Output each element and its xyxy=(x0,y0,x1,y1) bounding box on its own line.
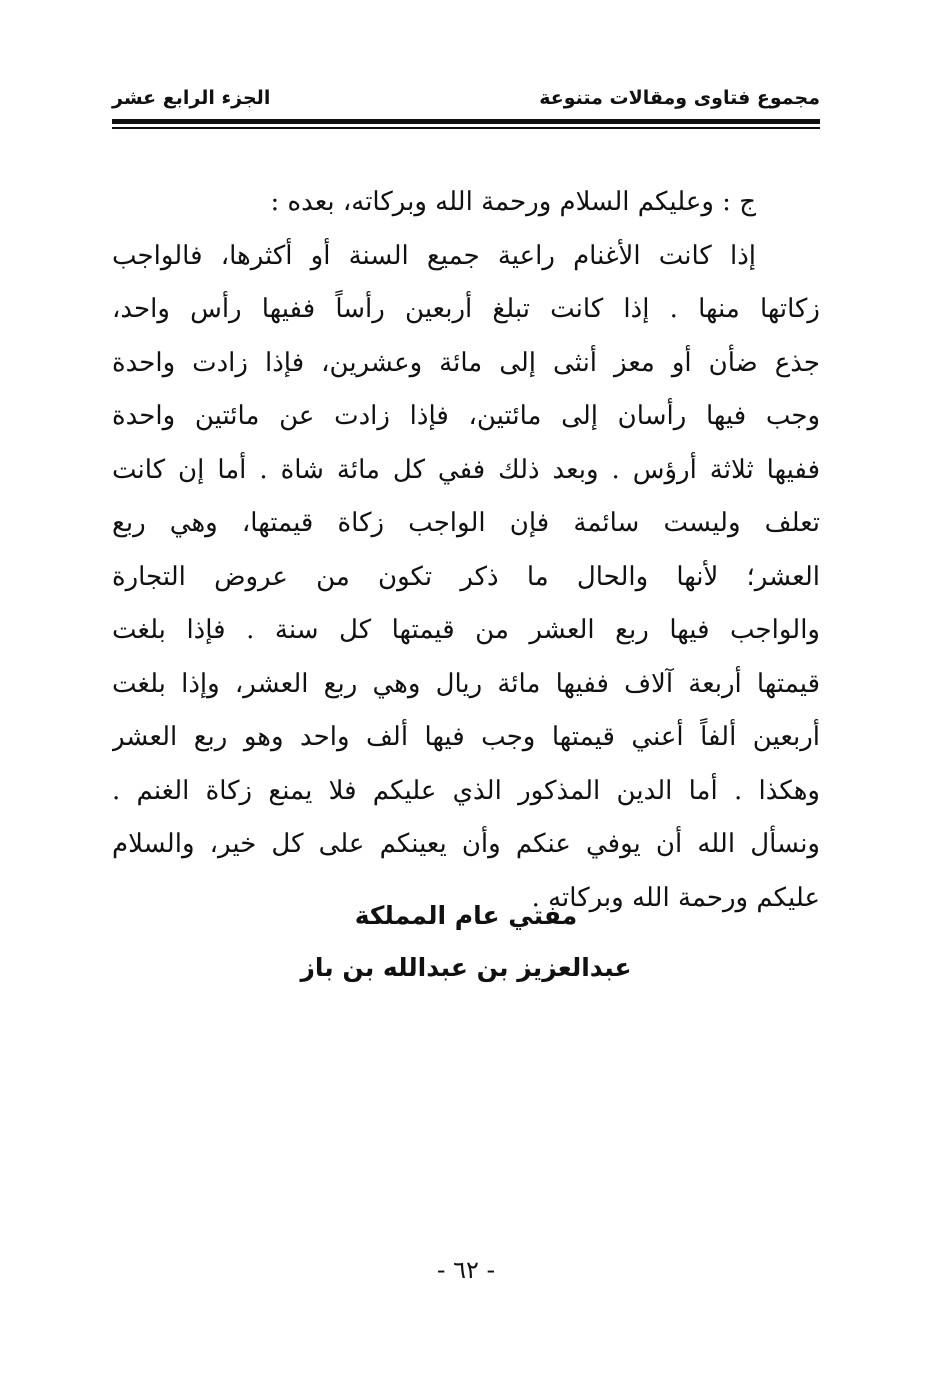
volume-label: الجزء الرابع عشر xyxy=(112,87,271,109)
header-rule-thin xyxy=(112,127,820,129)
answer-line: قيمتها أربعة آلاف ففيها مائة ريال وهي ربع العشر، وإذا بلغت xyxy=(112,668,820,699)
answer-line: ففيها ثلاثة أرؤس . وبعد ذلك ففي كل مائة شاة . أما إن كانت xyxy=(112,454,820,485)
answer-line: العشر؛ لأنها والحال ما ذكر تكون من عروض التجارة xyxy=(112,561,820,592)
book-title: مجموع فتاوى ومقالات متنوعة xyxy=(539,87,820,109)
signature-title: مفتي عام المملكة xyxy=(354,901,578,930)
running-header xyxy=(112,86,820,120)
signature-name: عبدالعزيز بن عبدالله بن باز xyxy=(300,953,632,982)
answer-line: ونسأل الله أن يوفي عنكم وأن يعينكم على كل خير، والسلام xyxy=(112,829,820,859)
answer-line: أربعين ألفاً أعني قيمتها وجب فيها ألف واحد وهو ربع العشر xyxy=(112,722,820,752)
answer-line: تعلف وليست سائمة فإن الواجب زكاة قيمتها، وهي ربع xyxy=(112,508,820,538)
header-rule-thick xyxy=(112,119,820,124)
answer-line: وهكذا . أما الدين المذكور الذي عليكم فلا يمنع زكاة الغنم . xyxy=(112,775,820,806)
answer-line: وجب فيها رأسان إلى مائتين، فإذا زادت عن مائتين واحدة xyxy=(112,401,820,431)
signature-block xyxy=(112,890,820,994)
answer-line: جذع ضأن أو معز أنثى إلى مائة وعشرين، فإذا زادت واحدة xyxy=(112,347,820,378)
answer-line: زكاتها منها . إذا كانت تبلغ أربعين رأساً ففيها رأس واحد، xyxy=(112,294,820,324)
answer-line: والواجب فيها ربع العشر من قيمتها كل سنة . فإذا بلغت xyxy=(112,615,820,645)
answer-line: إذا كانت الأغنام راعية جميع السنة أو أكثرها، فالواجب xyxy=(112,240,756,271)
answer-line-greeting: ج : وعليكم السلام ورحمة الله وبركاته، بعده : xyxy=(270,187,756,217)
fatwa-answer xyxy=(112,176,820,925)
page-number: - ٦٢ - xyxy=(436,1256,496,1284)
answer-line-closing: عليكم ورحمة الله وبركاته . xyxy=(531,882,820,913)
